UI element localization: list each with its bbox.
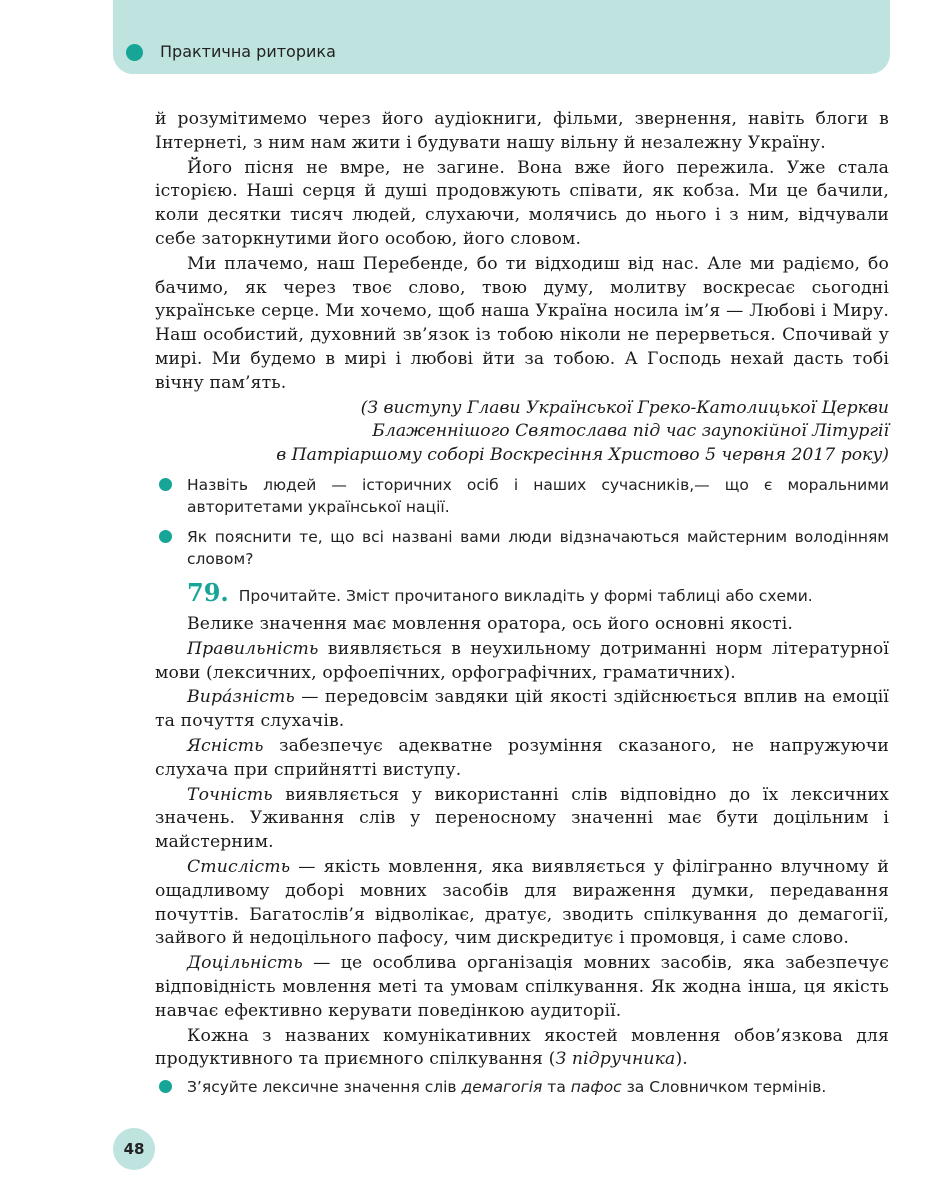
citation-line: в Патріаршому соборі Воскресіння Христово 5 червня 2017 року): [276, 445, 889, 466]
citation: [155, 397, 889, 468]
quality-paragraph: [155, 784, 889, 855]
bullet-icon: [159, 478, 172, 491]
quality-term: Доцільність: [187, 953, 303, 974]
quality-text: — це особлива організація мовних засобів, яка забезпечує відповідність мовлення меті та умовам спілкування. Як жодна інша, ця якість навчає ефективно керувати поведінкою аудиторії.: [155, 953, 889, 1021]
paragraph: Його пісня не вмре, не загине. Вона вже його пережила. Уже стала історією. Наші серця й душі продовжують співати, як кобза. Ми це бачили, коли десятки тисяч людей, слухаючи, молячись до нього і з ним, відчували себе заторкнутими його особою, його словом.: [155, 157, 889, 249]
task-item: [155, 474, 889, 518]
header-bullet-icon: [126, 44, 143, 61]
quality-paragraph: [155, 638, 889, 686]
quality-text: — якість мовлення, яка виявляється у філігранно влучному й ощадливому доборі мовних засобів для вираження думки, передавання почуттів. Багатослів’я відволікає, дратує, зводить спілкування до демагогії, зайвого й недоцільного пафосу, чим дискредитує і промовця, і саме слово.: [155, 856, 889, 949]
bullet-icon: [159, 1080, 172, 1093]
task-text-after: за Словничком термінів.: [621, 1078, 827, 1097]
conclusion-text: Кожна з названих комунікативних якостей мовлення обов’язкова для продуктивного та приємного спілкування (: [155, 1025, 889, 1070]
paragraph: Ми плачемо, наш Перебенде, бо ти відходиш від нас. Але ми радіємо, бо бачимо, як через твоє слово, твою думу, молитву воскресає сьогодні українське серце. Ми хочемо, щоб наша Україна носила ім’я — Любові і Миру. Наш особистий, духовний зв’язок із тобою ніколи не перерветься. Спочивай у мирі. Ми будемо в мирі і любові йти за тобою. А Господь нехай дасть тобі вічну пам’ять.: [155, 253, 889, 393]
task-text: Назвіть людей — історичних осіб і наших сучасників,— що є моральними авторитетами української нації.: [187, 475, 889, 516]
quality-term: Ясність: [187, 735, 264, 756]
intro-paragraph: Велике значення має мовлення оратора, ось його основні якості.: [187, 613, 794, 634]
task-text-before: З’ясуйте лексичне значення слів: [187, 1078, 462, 1097]
quality-paragraph: [155, 735, 889, 783]
bullet-icon: [159, 530, 172, 543]
quality-text: виявляється в неухильному дотриманні норм літературної мови (лексичних, орфоепічних, орфографічних, граматичних).: [155, 638, 889, 683]
quality-text: забезпечує адекватне розуміння сказаного, не напружуючи слухача при сприйнятті виступу.: [155, 735, 889, 780]
page-content: [155, 108, 889, 1106]
task-text: Як пояснити те, що всі названі вами люди відзначаються майстерним володінням словом?: [187, 527, 889, 568]
page-number: 48: [113, 1128, 155, 1170]
quality-paragraph: [155, 686, 889, 734]
conclusion-source: З підручника: [555, 1049, 676, 1070]
task-item: [155, 526, 889, 570]
conclusion-end: ).: [675, 1049, 688, 1070]
quality-term: Точність: [187, 784, 273, 805]
quality-paragraph: [155, 952, 889, 1023]
exercise-heading: [155, 578, 889, 607]
quality-term: Правильність: [187, 638, 319, 659]
quality-term: Стислість: [187, 856, 291, 877]
task-text-middle: та: [542, 1078, 571, 1097]
paragraph: й розумітимемо через його аудіокниги, фільми, звернення, навіть блоги в Інтернеті, з ним нам жити і будувати нашу вільну й незалежну Україну.: [155, 109, 889, 153]
exercise-number: 79.: [187, 577, 229, 607]
quality-text: — передовсім завдяки цій якості здійснюється вплив на емоції та почуття слухачів.: [155, 687, 889, 732]
quality-term: Вира́зність: [187, 687, 295, 708]
task-item: [155, 1076, 889, 1098]
page-header: [113, 0, 890, 74]
quality-paragraph: [155, 856, 889, 951]
term-pathos: пафос: [570, 1078, 622, 1097]
citation-line: Блаженнішого Святослава під час заупокійної Літургії: [372, 421, 889, 442]
term-demagogy: демагогія: [461, 1078, 543, 1097]
header-title: Практична риторика: [160, 42, 336, 61]
exercise-instruction: Прочитайте. Зміст прочитаного викладіть у формі таблиці або схеми.: [238, 586, 813, 605]
conclusion-paragraph: [155, 1025, 889, 1073]
quality-text: виявляється у використанні слів відповідно до їх лексичних значень. Уживання слів у переносному значенні має бути доцільним і майстерним.: [155, 784, 889, 853]
citation-line: (З виступу Глави Української Греко-Католицької Церкви: [360, 397, 889, 418]
